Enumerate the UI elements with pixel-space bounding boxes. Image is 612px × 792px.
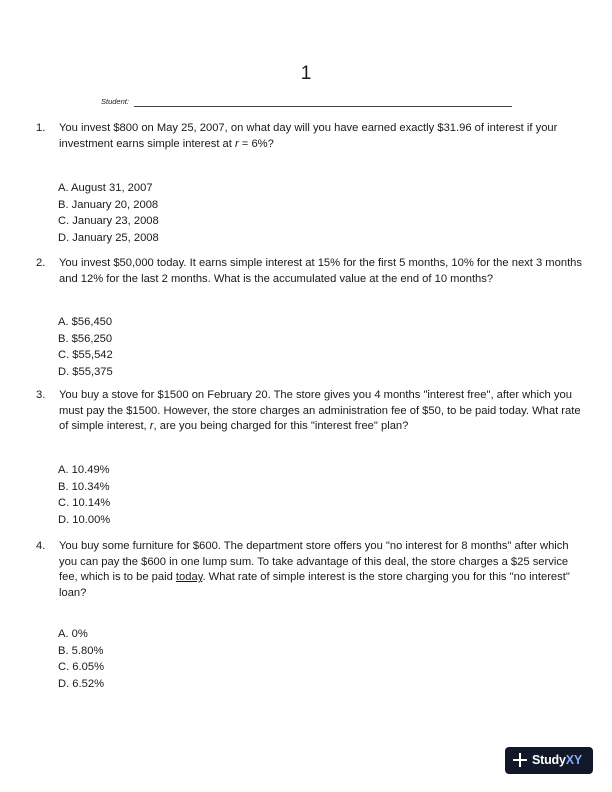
question-text-part: You invest $800 on May 25, 2007, on what day will you have earned exactly $31.96 of interest if your investment earns simple interest at bbox=[59, 122, 558, 150]
choice-a[interactable]: A. 10.49% bbox=[58, 464, 110, 476]
brand-main: Study bbox=[532, 753, 566, 767]
student-name-rule bbox=[134, 106, 512, 107]
question-text-part: , are you being charged for this "interest free" plan? bbox=[153, 420, 409, 433]
question-text bbox=[59, 539, 582, 601]
variable-r: r bbox=[149, 420, 154, 433]
choice-c[interactable]: C. January 23, 2008 bbox=[58, 215, 159, 228]
question-number: 3. bbox=[36, 389, 46, 401]
question-text: You invest $50,000 today. It earns simple interest at 15% for the first 5 months, 10% for the next 3 months and 12% for the last 2 months. What is the accumulated value at the end of 10 months? bbox=[59, 257, 582, 285]
question-text bbox=[59, 388, 582, 435]
question-4 bbox=[36, 539, 582, 601]
choice-c[interactable]: C. 6.05% bbox=[58, 661, 105, 674]
page-number: 1 bbox=[300, 63, 312, 84]
choice-b[interactable]: B. 10.34% bbox=[58, 480, 110, 493]
choice-b[interactable]: B. $56,250 bbox=[58, 332, 113, 345]
choice-c[interactable]: C. 10.14% bbox=[58, 497, 111, 510]
choices-3 bbox=[58, 462, 110, 528]
variable-r: r bbox=[234, 137, 239, 150]
brand-name bbox=[532, 753, 582, 767]
choice-d[interactable]: D. January 25, 2008 bbox=[58, 231, 159, 244]
choice-a[interactable]: A. $56,450 bbox=[58, 316, 113, 328]
choices-2 bbox=[58, 314, 113, 380]
student-name-line bbox=[101, 97, 512, 111]
choice-d[interactable]: D. $55,375 bbox=[58, 365, 113, 378]
question-text-part: = 6%? bbox=[238, 137, 274, 150]
choices-1 bbox=[58, 180, 159, 246]
choices-4 bbox=[58, 626, 104, 692]
question-text-part: . What rate of simple interest is the store charging you for this "no interest" loan? bbox=[59, 571, 570, 599]
choice-a[interactable]: A. August 31, 2007 bbox=[58, 182, 153, 194]
question-3 bbox=[36, 388, 582, 435]
choice-a[interactable]: A. 0% bbox=[58, 628, 88, 640]
choice-c[interactable]: C. $55,542 bbox=[58, 349, 113, 362]
question-text bbox=[59, 121, 582, 152]
question-2 bbox=[36, 256, 582, 287]
choice-d[interactable]: D. 6.52% bbox=[58, 677, 105, 690]
choice-b[interactable]: B. 5.80% bbox=[58, 644, 104, 657]
question-number: 2. bbox=[36, 257, 46, 269]
question-number: 4. bbox=[36, 540, 46, 552]
question-1 bbox=[36, 121, 582, 152]
question-text-part: You buy a stove for $1500 on February 20. The store gives you 4 months "interest free", after which you must pay the $1500. However, the store charges an administration fee of $50, to be paid today. What rate of simple interest, bbox=[59, 389, 581, 433]
choice-b[interactable]: B. January 20, 2008 bbox=[58, 198, 159, 211]
underlined-word-today: today bbox=[175, 571, 203, 584]
question-number: 1. bbox=[36, 122, 46, 134]
student-label: Student: bbox=[101, 97, 129, 106]
plus-icon bbox=[513, 753, 527, 767]
studyxy-badge[interactable] bbox=[505, 747, 593, 774]
brand-accent: XY bbox=[565, 753, 583, 767]
question-text-part: You buy some furniture for $600. The department store offers you "no interest for 8 months" after which you can pay the $600 in one lump sum. To take advantage of this deal, the store charges a $25 service fee, which is to be paid bbox=[59, 540, 569, 584]
choice-d[interactable]: D. 10.00% bbox=[58, 513, 111, 526]
